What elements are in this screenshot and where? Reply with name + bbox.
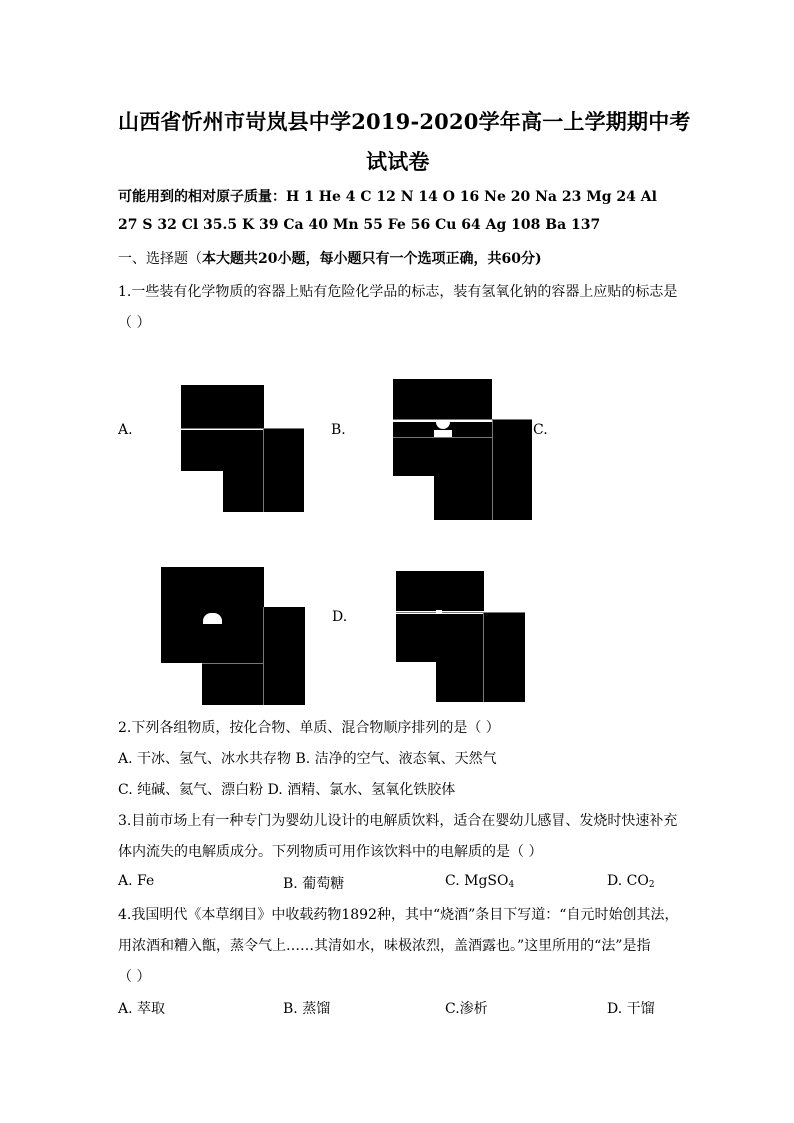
q4-option-d: D. 干馏 <box>607 1001 655 1017</box>
q1-option-a-label: A. <box>118 422 133 438</box>
q1-answer-blank: （ ） <box>118 315 151 331</box>
q3-option-c: C. MgSO$_4$ <box>445 873 515 890</box>
q3-stem-line2: 体内流失的电解质成分。下列物质可用作该饮料中的电解质的是（ ） <box>118 844 543 860</box>
section-header <box>118 248 542 268</box>
q3-stem-line1: 3.目前市场上有一种专门为婴幼儿设计的电解质饮料，适合在婴幼儿感冒、发烧时快速补充 <box>118 813 678 829</box>
q3-option-b: B. 葡萄糖 <box>283 876 345 892</box>
q1-option-d-label: D. <box>332 609 348 625</box>
section-detail: 本大题共20小题，每小题只有一个选项正确，共60分) <box>202 251 542 267</box>
exam-title-line1: 山西省忻州市岢岚县中学2019-2020学年高一上学期期中考 <box>118 109 691 134</box>
q2-stem: 2.下列各组物质，按化合物、单质、混合物顺序排列的是（ ） <box>118 720 500 736</box>
q4-stem-line2: 用浓酒和糟入甑，蒸令气上……其清如水，味极浓烈，盖酒露也。”这里所用的“法”是指 <box>118 938 651 954</box>
q4-option-c: C.渗析 <box>445 1001 488 1017</box>
q1-option-b-label: B. <box>331 422 346 438</box>
q2-options-line2: C. 纯碱、氦气、漂白粉 D. 酒精、氯水、氢氧化铁胶体 <box>118 782 456 798</box>
q2-options-line1: A. 干冰、氢气、冰水共存物 B. 洁净的空气、液态氧、天然气 <box>118 751 497 767</box>
section-prefix: 一、选择题（ <box>118 251 202 267</box>
q4-stem-line1: 4.我国明代《本草纲目》中收载药物1892种，其中“烧酒”条目下写道：“自元时始创其法， <box>118 907 679 923</box>
q1-stem: 1.一些装有化学物质的容器上贴有危险化学品的标志，装有氢氧化钠的容器上应贴的标志是 <box>118 284 678 300</box>
q4-option-a: A. 萃取 <box>118 1001 166 1017</box>
atomic-masses-line1: 可能用到的相对原子质量：H 1 He 4 C 12 N 14 O 16 Ne 20 Na 23 Mg 24 Al <box>118 189 657 205</box>
q4-option-b: B. 蒸馏 <box>283 1001 331 1017</box>
atomic-masses-line2: 27 S 32 Cl 35.5 K 39 Ca 40 Mn 55 Fe 56 Cu 64 Ag 108 Ba 137 <box>118 217 601 233</box>
exam-title-line2: 试试卷 <box>366 149 430 174</box>
q3-option-a: A. Fe <box>118 873 155 889</box>
q1-option-c-label: C. <box>533 422 548 438</box>
q3-option-d: D. $CO_2$ <box>607 873 655 890</box>
q4-answer-blank: （ ） <box>118 969 151 985</box>
